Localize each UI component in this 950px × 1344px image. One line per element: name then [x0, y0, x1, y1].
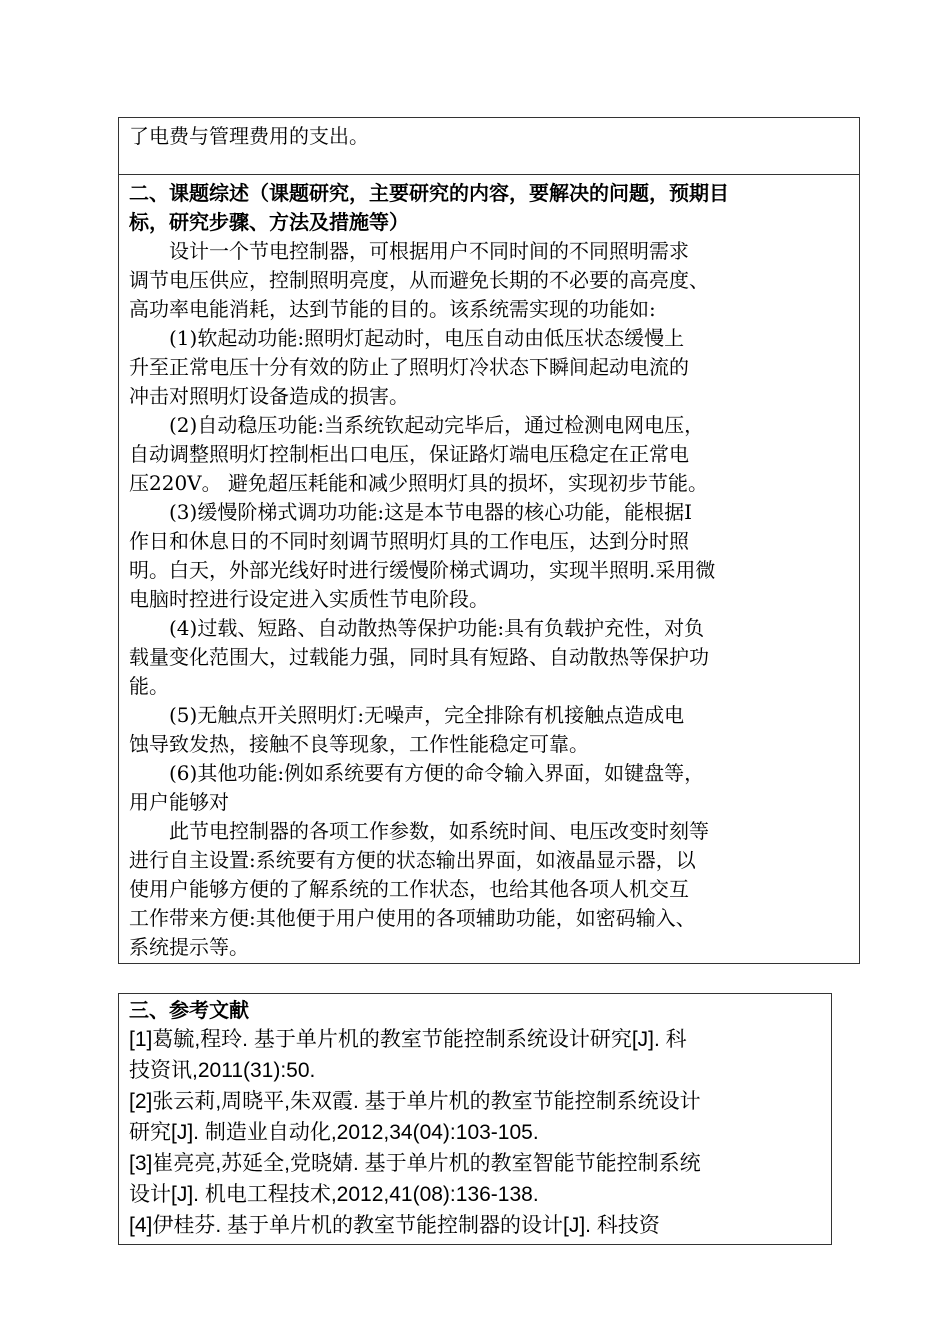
section2-body-line: 作日和休息日的不同时刻调节照明灯具的工作电压，达到分时照	[129, 529, 689, 553]
section2-body-line: 高功率电能消耗，达到节能的目的。该系统需实现的功能如:	[129, 297, 656, 321]
section2-body-line: (6)其他功能:例如系统要有方便的命令输入界面，如键盘等，	[129, 761, 705, 785]
section2-body-line: 能。	[129, 674, 169, 698]
section2-heading-line-1: 二、课题综述（课题研究，主要研究的内容，要解决的问题，预期目	[129, 181, 729, 205]
section2-body-line: 用户能够对	[129, 790, 229, 814]
section2-body-line: 蚀导致发热，接触不良等现象，工作性能稳定可靠。	[129, 732, 589, 756]
references-table	[118, 993, 832, 1245]
section2-body-line: (1)软起动功能:照明灯起动时，电压自动由低压状态缓慢上	[129, 326, 685, 350]
references-heading: 三、参考文献	[129, 998, 249, 1022]
reference-line: [4]伊桂芬. 基于单片机的教室节能控制器的设计[J]. 科技资	[129, 1214, 660, 1237]
section2-body-line: (5)无触点开关照明灯:无噪声，完全排除有机接触点造成电	[129, 703, 685, 727]
table-divider	[119, 174, 859, 175]
reference-line: 技资讯,2011(31):50.	[129, 1059, 316, 1082]
previous-section-tail: 了电费与管理费用的支出。	[129, 124, 369, 148]
section2-body-line: 使用户能够方便的了解系统的工作状态，也给其他各项人机交互	[129, 877, 689, 901]
reference-line: 设计[J]. 机电工程技术,2012,41(08):136-138.	[129, 1183, 539, 1206]
section2-body-line: 升至正常电压十分有效的防止了照明灯冷状态下瞬间起动电流的	[129, 355, 689, 379]
section2-body-line: 明。白天，外部光线好时进行缓慢阶梯式调功，实现半照明.采用微	[129, 558, 716, 582]
reference-line: [3]崔亮亮,苏延全,党晓婧. 基于单片机的教室智能节能控制系统	[129, 1152, 701, 1175]
section2-body-line: 压220V。 避免超压耗能和减少照明灯具的损坏，实现初步节能。	[129, 471, 708, 495]
section2-body-line: 电脑时控进行设定进入实质性节电阶段。	[129, 587, 489, 611]
section2-body-line: (2)自动稳压功能:当系统钦起动完毕后，通过检测电网电压，	[129, 413, 705, 437]
reference-line: [2]张云莉,周晓平,朱双霞. 基于单片机的教室节能控制系统设计	[129, 1090, 701, 1113]
section2-body-line: 自动调整照明灯控制柜出口电压，保证路灯端电压稳定在正常电	[129, 442, 689, 466]
proposal-table	[118, 117, 860, 964]
reference-line: [1]葛毓,程玲. 基于单片机的教室节能控制系统设计研究[J]. 科	[129, 1028, 687, 1051]
section2-body-line: 冲击对照明灯设备造成的损害。	[129, 384, 409, 408]
section2-body-line: 载量变化范围大，过载能力强，同时具有短路、自动散热等保护功	[129, 645, 709, 669]
reference-line: 研究[J]. 制造业自动化,2012,34(04):103-105.	[129, 1121, 539, 1144]
section2-body-line: 此节电控制器的各项工作参数，如系统时间、电压改变时刻等	[129, 819, 709, 843]
section2-body-line: 调节电压供应，控制照明亮度，从而避免长期的不必要的高亮度、	[129, 268, 709, 292]
section2-heading-line-2: 标，研究步骤、方法及措施等）	[129, 210, 409, 234]
section2-body-line: 系统提示等。	[129, 935, 249, 959]
section2-body-line: (4)过载、短路、自动散热等保护功能:具有负载护充性，对负	[129, 616, 705, 640]
section2-body-line: 进行自主设置:系统要有方便的状态输出界面，如液晶显示器，以	[129, 848, 696, 872]
section2-body-line: 设计一个节电控制器，可根据用户不同时间的不同照明需求	[129, 239, 689, 263]
section2-body-line: 工作带来方便:其他便于用户使用的各项辅助功能，如密码输入、	[129, 906, 696, 930]
section2-body-line: (3)缓慢阶梯式调功功能:这是本节电器的核心功能，能根据I	[129, 500, 692, 524]
